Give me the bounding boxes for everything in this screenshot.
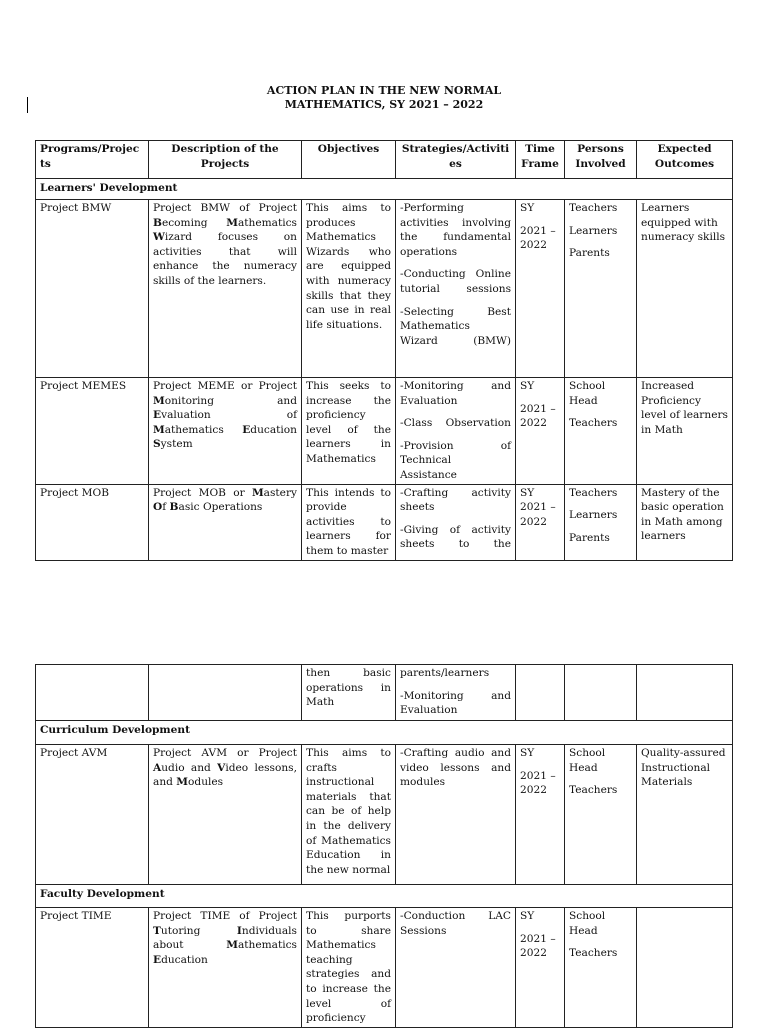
table-row bbox=[36, 665, 733, 721]
person-item: School Head bbox=[569, 747, 606, 774]
person-item: Learners bbox=[569, 224, 618, 237]
objective-text: This purports to share Mathematics teaching strategies and to increase the level of proficiency bbox=[306, 910, 391, 1025]
person-item: Teachers bbox=[569, 202, 618, 214]
description-cell bbox=[149, 665, 302, 721]
action-plan-table-page2 bbox=[35, 664, 733, 1028]
description-cell: Project MEME or Project Monitoring and Evaluation of Mathematics Education System bbox=[149, 378, 302, 485]
strategy-item: -Monitoring and Evaluation bbox=[400, 689, 511, 717]
time-frame-label: SY bbox=[520, 202, 535, 214]
description-cell: Project AVM or Project Audio and Video lessons, and Modules bbox=[149, 745, 302, 885]
person-item: Teachers bbox=[569, 784, 618, 797]
person-item: School Head bbox=[569, 910, 606, 937]
program-cell: Project MEMES bbox=[36, 378, 149, 485]
time-frame-years: 2021 – 2022 bbox=[520, 224, 556, 252]
time-frame-years: 2021 – 2022 bbox=[520, 769, 556, 797]
time-frame-cell bbox=[516, 745, 565, 885]
description-cell: Project MOB or Mastery Of Basic Operations bbox=[149, 484, 302, 560]
program-cell bbox=[36, 665, 149, 721]
time-frame-cell bbox=[516, 378, 565, 485]
table-row bbox=[36, 378, 733, 485]
table-row bbox=[36, 484, 733, 560]
document-subtitle: MATHEMATICS, SY 2021 – 2022 bbox=[284, 98, 484, 111]
persons-cell bbox=[565, 484, 637, 560]
column-header: Persons Involved bbox=[565, 141, 637, 179]
strategy-item: -Crafting activity sheets bbox=[400, 486, 511, 514]
objective-cell: then basic operations in Math bbox=[302, 665, 396, 721]
strategies-cell bbox=[396, 378, 516, 485]
strategies-cell bbox=[396, 200, 516, 378]
time-frame-years: 2021 – 2022 bbox=[520, 932, 556, 960]
objective-cell: This aims to crafts instructional materials that can be of help in the delivery of Mathematics Education in the new normal bbox=[302, 745, 396, 885]
strategies-cell: -Conduction LAC Sessions bbox=[396, 908, 516, 1028]
section-label: Curriculum Development bbox=[36, 721, 733, 745]
outcome-cell: Quality-assured Instructional Materials bbox=[637, 745, 733, 885]
program-cell: Project BMW bbox=[36, 200, 149, 378]
person-item: Teachers bbox=[569, 417, 618, 430]
time-frame-label: SY bbox=[520, 910, 535, 922]
strategy-item: -Provision of Technical Assistance bbox=[400, 439, 511, 481]
objective-cell: This seeks to increase the proficiency level of the learners in Mathematics bbox=[302, 378, 396, 485]
table-row bbox=[36, 200, 733, 378]
time-frame-cell bbox=[516, 665, 565, 721]
program-cell: Project MOB bbox=[36, 484, 149, 560]
outcome-cell: Increased Proficiency level of learners in Math bbox=[637, 378, 733, 485]
description-cell: Project TIME of Project Tutoring Individuals about Mathematics Education bbox=[149, 908, 302, 1028]
column-header: Time Frame bbox=[516, 141, 565, 179]
persons-cell bbox=[565, 200, 637, 378]
persons-cell bbox=[565, 378, 637, 485]
objective-text: This intends to provide activities to learners for them to master bbox=[306, 486, 391, 557]
strategies-cell bbox=[396, 484, 516, 560]
strategy-item: -Selecting Best Mathematics Wizard (BMW) bbox=[400, 305, 511, 347]
strategy-item: -Conducting Online tutorial sessions bbox=[400, 268, 511, 295]
persons-cell bbox=[565, 745, 637, 885]
strategy-item: -Monitoring and Evaluation bbox=[400, 380, 511, 407]
time-frame-cell bbox=[516, 200, 565, 378]
program-cell: Project AVM bbox=[36, 745, 149, 885]
outcome-cell bbox=[637, 908, 733, 1028]
strategies-clip bbox=[400, 486, 511, 558]
table-row bbox=[36, 745, 733, 885]
objective-cell bbox=[302, 908, 396, 1028]
time-frame-years: 2021 – 2022 bbox=[520, 402, 556, 430]
strategy-item: -Performing activities involving the fundamental operations bbox=[400, 202, 511, 258]
persons-cell bbox=[565, 908, 637, 1028]
persons-cell bbox=[565, 665, 637, 721]
column-header: Objectives bbox=[302, 141, 396, 179]
section-label: Faculty Development bbox=[36, 885, 733, 908]
person-item: Parents bbox=[569, 531, 610, 544]
strategy-item: -Class Observation bbox=[400, 417, 511, 430]
document-title: ACTION PLAN IN THE NEW NORMAL bbox=[266, 84, 502, 97]
time-frame-cell bbox=[516, 908, 565, 1028]
person-item: Teachers bbox=[569, 947, 618, 960]
column-header: Expected Outcomes bbox=[637, 141, 733, 179]
person-item: School Head bbox=[569, 380, 606, 407]
outcome-cell: Learners equipped with numeracy skills bbox=[637, 200, 733, 378]
time-frame-label: SY bbox=[520, 486, 535, 499]
strategies-cell bbox=[396, 665, 516, 721]
column-header: Programs/Projects bbox=[36, 141, 149, 179]
outcome-cell bbox=[637, 665, 733, 721]
time-frame-label: SY bbox=[520, 747, 535, 759]
section-row bbox=[36, 179, 733, 200]
time-frame-cell bbox=[516, 484, 565, 560]
person-item: Teachers bbox=[569, 486, 618, 499]
objective-cell bbox=[302, 484, 396, 560]
strategies-cell: -Crafting audio and video lessons and modules bbox=[396, 745, 516, 885]
section-label: Learners' Development bbox=[36, 179, 733, 200]
time-frame-years: 2021 – 2022 bbox=[520, 501, 556, 528]
person-item: Parents bbox=[569, 247, 610, 260]
column-header: Strategies/Activities bbox=[396, 141, 516, 179]
outcome-cell: Mastery of the basic operation in Math among learners bbox=[637, 484, 733, 560]
section-row bbox=[36, 721, 733, 745]
time-frame-label: SY bbox=[520, 380, 535, 392]
action-plan-table-page1 bbox=[35, 140, 733, 561]
strategy-item: -Giving of activity sheets to the bbox=[400, 523, 511, 551]
description-cell: Project BMW of Project Becoming Mathematics Wizard focuses on activities that will enhance the numeracy skills of the learners. bbox=[149, 200, 302, 378]
objective-cell: This aims to produces Mathematics Wizards who are equipped with numeracy skills that they can use in real life situations. bbox=[302, 200, 396, 378]
column-header: Description of the Projects bbox=[149, 141, 302, 179]
person-item: Learners bbox=[569, 509, 618, 522]
strategy-item: parents/learners bbox=[400, 667, 490, 679]
table-row bbox=[36, 908, 733, 1028]
section-row bbox=[36, 885, 733, 908]
table-header-row bbox=[36, 141, 733, 179]
program-cell: Project TIME bbox=[36, 908, 149, 1028]
